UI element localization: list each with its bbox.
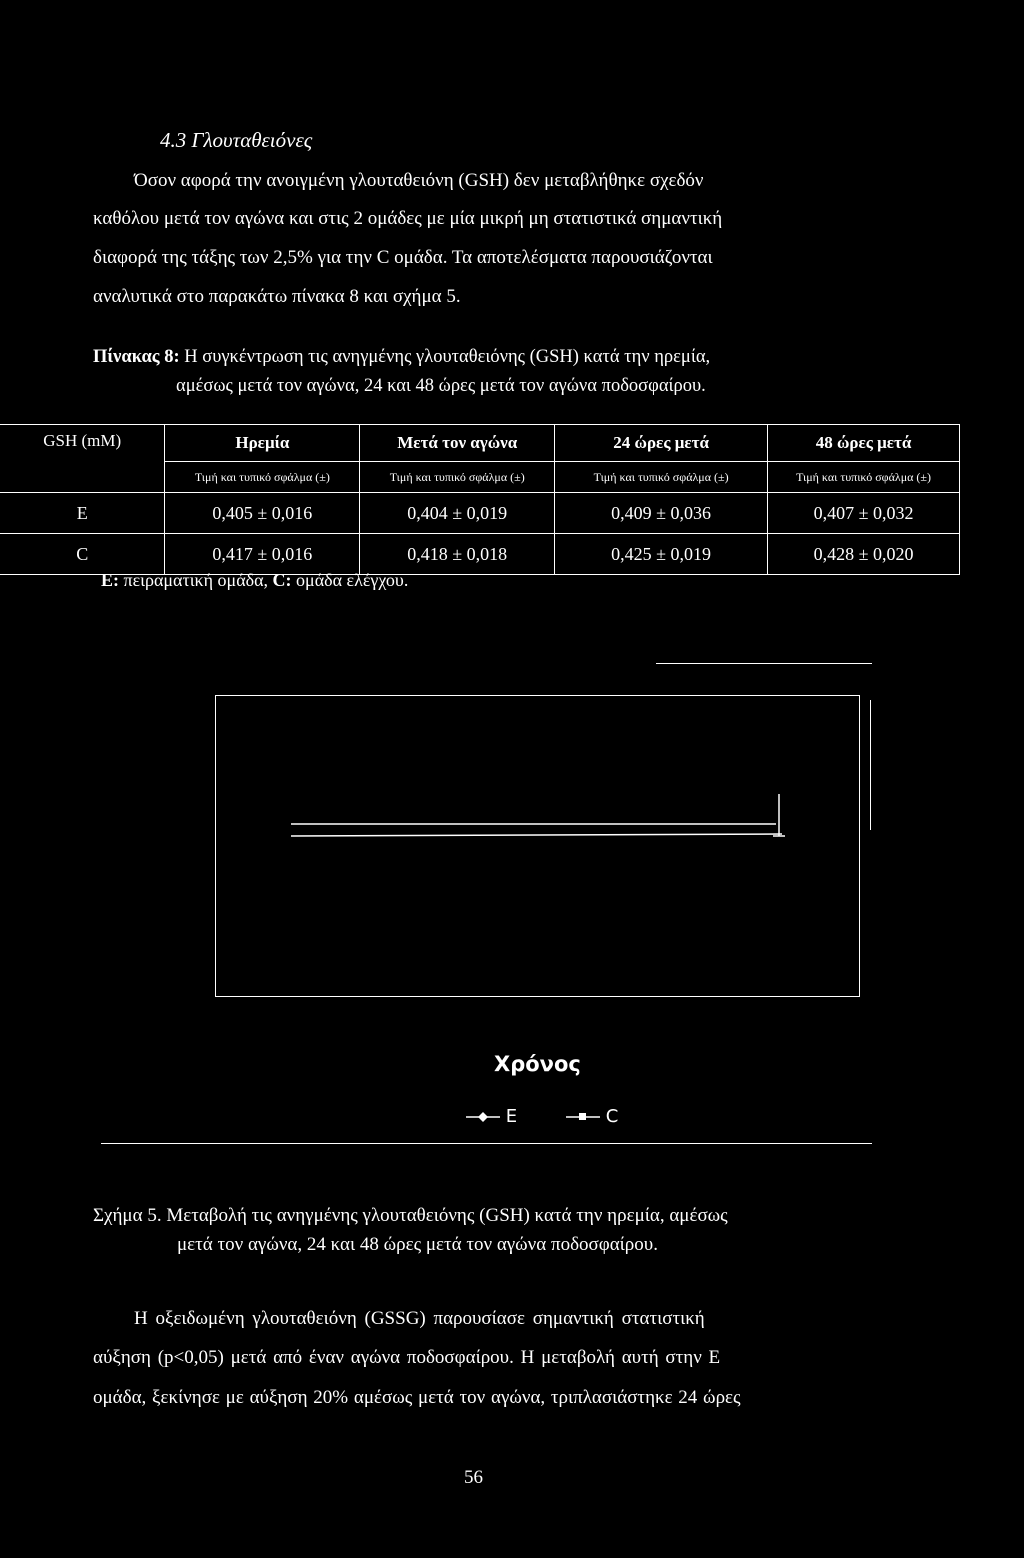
intro-line-1: Όσον αφορά την ανοιγμένη γλουταθειόνη (GSH) δεν μεταβλήθηκε σχεδόν — [134, 170, 704, 191]
note-c-label: C: — [272, 570, 292, 590]
table-cell: 0,428 ± 0,020 — [768, 534, 960, 575]
legend-item-c — [566, 1106, 618, 1127]
table-caption-line-2: αμέσως μετά τον αγώνα, 24 και 48 ώρες μετά τον αγώνα ποδοσφαίρου. — [176, 376, 706, 396]
figure-top-rule — [656, 663, 872, 664]
table-caption-label: Πίνακας 8: — [93, 347, 180, 367]
note-e-label: E: — [101, 570, 119, 590]
table-caption-line-1 — [93, 347, 710, 368]
square-marker-icon — [566, 1110, 600, 1124]
table-header-row — [0, 425, 960, 462]
page-number: 56 — [464, 1467, 483, 1488]
subheader-cell: Τιμή και τυπικό σφάλμα (±) — [360, 462, 555, 493]
x-axis-title: Χρόνος — [494, 1052, 581, 1076]
figure-caption-line-2: μετά τον αγώνα, 24 και 48 ώρες μετά τον αγώνα ποδοσφαίρου. — [177, 1234, 658, 1255]
table-note — [101, 570, 408, 591]
intro-line-4: αναλυτικά στο παρακάτω πίνακα 8 και σχήμα 5. — [93, 286, 461, 307]
note-e-text: πειραματική ομάδα, — [123, 570, 269, 590]
header-24h: 24 ώρες μετά — [555, 425, 768, 462]
closing-line-1: Η οξειδωμένη γλουταθειόνη (GSSG) παρουσίασε σημαντική στατιστική — [134, 1308, 705, 1329]
legend-label-c: C — [605, 1106, 619, 1127]
closing-line-2: αύξηση (p<0,05) μετά από έναν αγώνα ποδοσφαίρου. Η μεταβολή αυτή στην E — [93, 1347, 721, 1368]
table-caption-text-1: Η συγκέντρωση τις ανηγμένης γλουταθειόνης (GSH) κατά την ηρεμία, — [184, 347, 711, 367]
table-corner: GSH (mM) — [0, 425, 165, 493]
header-rest: Ηρεμία — [165, 425, 360, 462]
legend-label-e: E — [505, 1106, 518, 1127]
diamond-marker-icon — [466, 1110, 500, 1124]
section-title: 4.3 Γλουταθειόνες — [160, 128, 313, 152]
intro-line-2: καθόλου μετά τον αγώνα και στις 2 ομάδες με μία μικρή μη στατιστικά σημαντική — [93, 208, 723, 229]
table-row — [0, 493, 960, 534]
intro-line-3: διαφορά της τάξης των 2,5% για την C ομάδα. Τα αποτελέσματα παρουσιάζονται — [93, 247, 713, 268]
series-c-line — [291, 834, 782, 836]
row-label: E — [0, 493, 165, 534]
figure-bottom-rule — [101, 1143, 872, 1144]
header-after-match: Μετά τον αγώνα — [360, 425, 555, 462]
note-c-text: ομάδα ελέγχου. — [296, 570, 409, 590]
chart-plot-area — [215, 695, 860, 997]
figure-caption-line-1: Σχήμα 5. Μεταβολή τις ανηγμένης γλουταθειόνης (GSH) κατά την ηρεμία, αμέσως — [93, 1205, 728, 1226]
subheader-cell: Τιμή και τυπικό σφάλμα (±) — [165, 462, 360, 493]
subheader-cell: Τιμή και τυπικό σφάλμα (±) — [768, 462, 960, 493]
row-label: C — [0, 534, 165, 575]
subheader-cell: Τιμή και τυπικό σφάλμα (±) — [555, 462, 768, 493]
table-cell: 0,417 ± 0,016 — [165, 534, 360, 575]
figure-right-edge — [870, 700, 871, 830]
table-cell: 0,425 ± 0,019 — [555, 534, 768, 575]
table-cell: 0,418 ± 0,018 — [360, 534, 555, 575]
table-cell: 0,409 ± 0,036 — [555, 493, 768, 534]
header-48h: 48 ώρες μετά — [768, 425, 960, 462]
closing-line-3: ομάδα, ξεκίνησε με αύξηση 20% αμέσως μετά τον αγώνα, τριπλασιάστηκε 24 ώρες — [93, 1387, 741, 1408]
legend-item-e — [466, 1106, 517, 1127]
gsh-table — [0, 424, 960, 575]
table-cell: 0,407 ± 0,032 — [768, 493, 960, 534]
table-row — [0, 534, 960, 575]
chart-svg — [216, 696, 859, 996]
table-cell: 0,404 ± 0,019 — [360, 493, 555, 534]
table-cell: 0,405 ± 0,016 — [165, 493, 360, 534]
